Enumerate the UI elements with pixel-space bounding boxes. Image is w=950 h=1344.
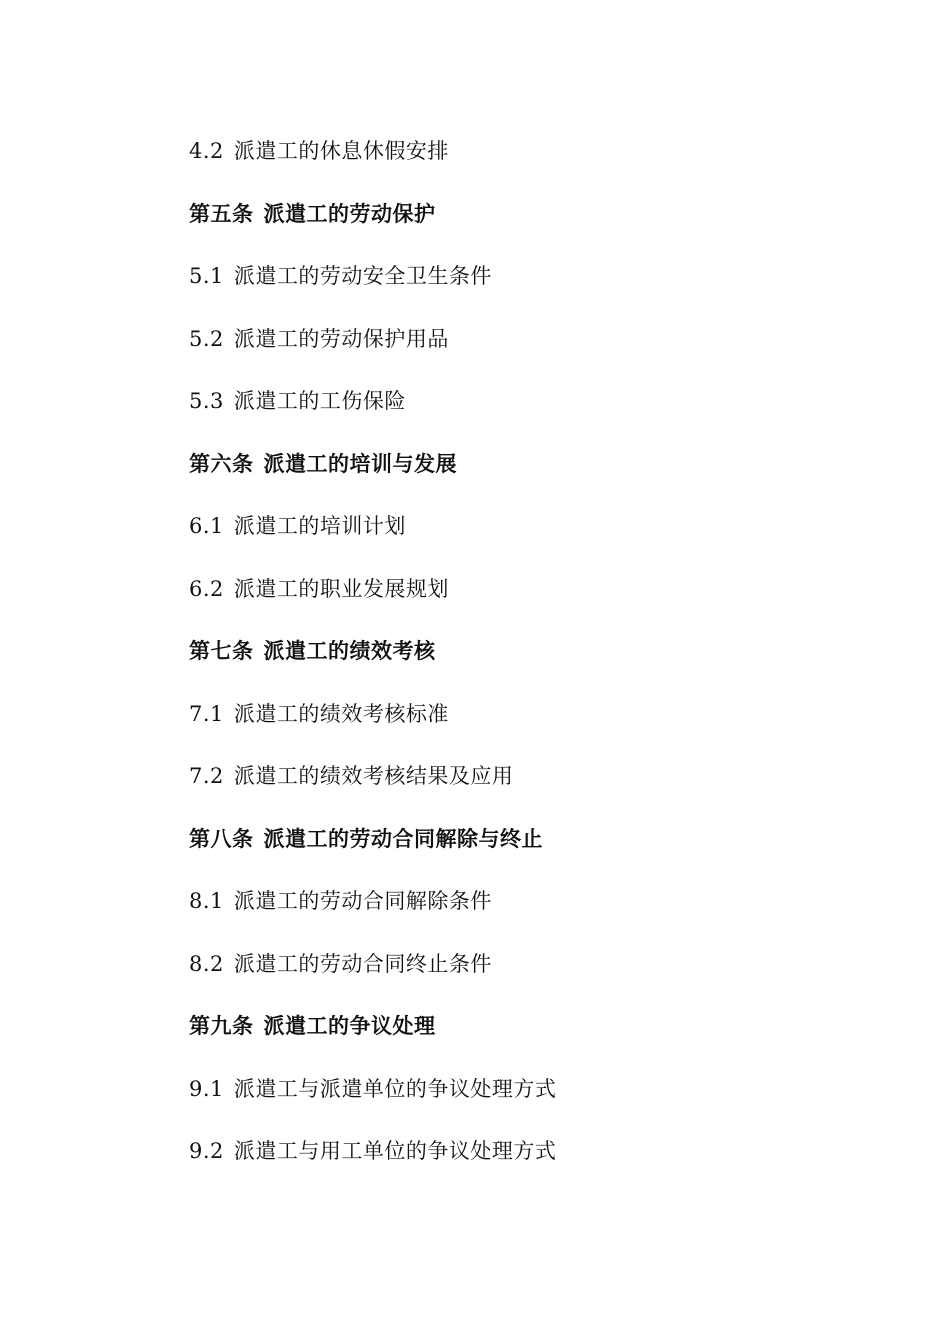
document-body bbox=[189, 133, 869, 1196]
subsection-number: 6.2 bbox=[189, 576, 224, 601]
subsection-text: 派遣工的休息休假安排 bbox=[233, 139, 449, 163]
subsection-line bbox=[189, 946, 869, 1009]
subsection-number: 7.1 bbox=[189, 701, 224, 726]
clause-heading bbox=[189, 1008, 869, 1071]
subsection-line bbox=[189, 508, 869, 571]
subsection-number: 5.3 bbox=[189, 389, 224, 413]
subsection-line bbox=[189, 1071, 869, 1134]
subsection-number: 5.2 bbox=[189, 326, 224, 351]
subsection-line bbox=[189, 758, 869, 821]
clause-heading bbox=[189, 446, 869, 509]
clause-title: 派遣工的争议处理 bbox=[263, 1013, 436, 1038]
subsection-text: 派遣工的绩效考核标准 bbox=[233, 701, 449, 726]
clause-title: 派遣工的劳动合同解除与终止 bbox=[263, 825, 543, 851]
subsection-text: 派遣工的职业发展规划 bbox=[233, 576, 449, 601]
subsection-number: 8.1 bbox=[189, 889, 224, 913]
subsection-text: 派遣工的绩效考核结果及应用 bbox=[233, 764, 514, 788]
clause-title: 派遣工的绩效考核 bbox=[263, 638, 436, 663]
subsection-text: 派遣工的劳动保护用品 bbox=[233, 326, 449, 351]
subsection-line bbox=[189, 1133, 869, 1196]
subsection-text: 派遣工的劳动合同解除条件 bbox=[233, 889, 492, 913]
clause-number: 第六条 bbox=[189, 450, 254, 476]
subsection-number: 9.1 bbox=[189, 1076, 224, 1101]
subsection-text: 派遣工的劳动合同终止条件 bbox=[233, 951, 492, 976]
subsection-text: 派遣工的培训计划 bbox=[233, 514, 406, 538]
clause-title: 派遣工的培训与发展 bbox=[263, 450, 457, 476]
clause-number: 第九条 bbox=[189, 1013, 254, 1038]
subsection-line bbox=[189, 258, 869, 321]
subsection-line bbox=[189, 383, 869, 446]
subsection-text: 派遣工与用工单位的争议处理方式 bbox=[233, 1139, 557, 1163]
clause-title: 派遣工的劳动保护 bbox=[263, 200, 436, 226]
clause-number: 第八条 bbox=[189, 825, 254, 851]
clause-heading bbox=[189, 633, 869, 696]
subsection-text: 派遣工的劳动安全卫生条件 bbox=[233, 264, 492, 288]
subsection-text: 派遣工的工伤保险 bbox=[233, 389, 406, 413]
subsection-number: 6.1 bbox=[189, 514, 224, 538]
clause-number: 第七条 bbox=[189, 638, 254, 663]
subsection-number: 5.1 bbox=[189, 264, 224, 288]
subsection-line bbox=[189, 133, 869, 196]
subsection-number: 7.2 bbox=[189, 764, 224, 788]
subsection-text: 派遣工与派遣单位的争议处理方式 bbox=[233, 1076, 557, 1101]
clause-heading bbox=[189, 821, 869, 884]
subsection-number: 4.2 bbox=[189, 139, 224, 163]
subsection-line bbox=[189, 883, 869, 946]
subsection-number: 9.2 bbox=[189, 1139, 224, 1163]
subsection-line bbox=[189, 571, 869, 634]
clause-heading bbox=[189, 196, 869, 259]
subsection-line bbox=[189, 696, 869, 759]
clause-number: 第五条 bbox=[189, 200, 254, 226]
subsection-line bbox=[189, 321, 869, 384]
subsection-number: 8.2 bbox=[189, 951, 224, 976]
